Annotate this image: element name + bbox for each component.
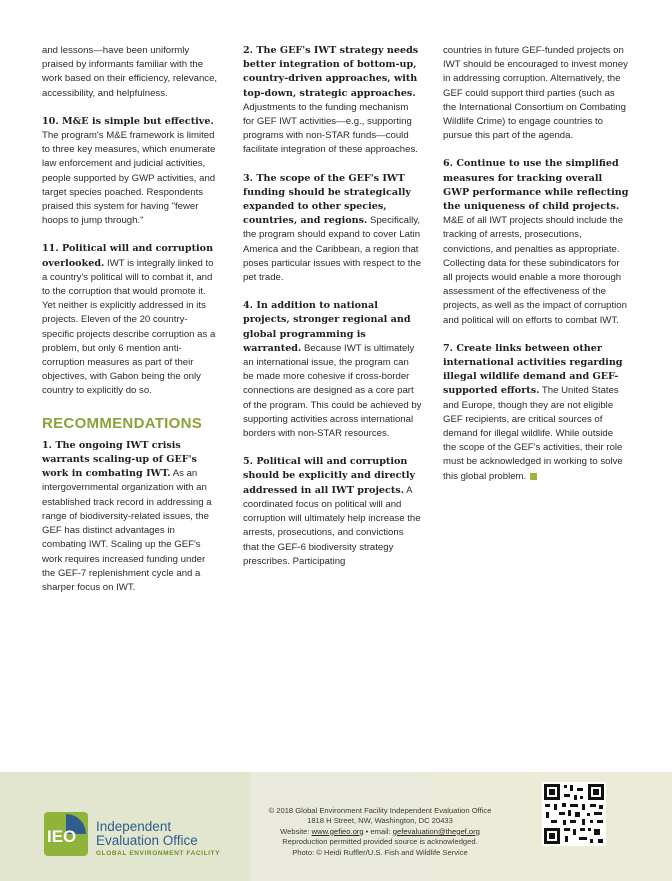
logo-text <box>96 820 220 857</box>
qr-code-icon[interactable] <box>542 782 606 846</box>
recommendation-lead: 7. Create links between other international activities regarding illegal wildlife demand and GEF-supported efforts. <box>443 342 623 397</box>
finding-text: The program's M&E framework is limited to three key measures, which enumerate law enforcement and judicial activities, people supported by GWP activities, and target species poached. Respondents praised this system for having "fewer hoops to jump through." <box>42 130 216 227</box>
website-label: Website: <box>280 826 312 836</box>
recommendation-text: Adjustments to the funding mechanism for GEF IWT activities—e.g., supporting programs with non-STAR funds—could facilitate integration of these approaches. <box>243 101 418 156</box>
recommendation-lead: 3. The scope of the GEF's IWT funding should be strategically expanded to other species, countries, and regions. <box>243 172 411 227</box>
recommendation-text: Because IWT is ultimately an international issue, the program can be made more cohesive if cross-border connections are designed as a core part of the program. This could be achieved by supporting activities across international borders with non-STAR resources. <box>243 342 422 440</box>
permission-note: Reproduction permitted provided source is acknowledged. <box>282 837 478 847</box>
recommendation-4 <box>243 299 422 441</box>
finding-11 <box>42 242 218 398</box>
recommendation-text: The United States and Europe, though they are not eligible GEF recipients, are critical sources of demand for illegal wildlife. While outside the scope of the GEF's activities, their role must be acknowledged in working to solve this global problem. <box>443 385 623 482</box>
ieo-logo-mark-icon <box>44 812 88 856</box>
website-link[interactable]: www.gefieo.org <box>311 826 364 836</box>
recommendation-1 <box>42 439 218 595</box>
recommendation-3 <box>243 172 422 286</box>
finding-lead: 10. M&E is simple but effective. <box>42 115 214 127</box>
recommendation-text: M&E of all IWT projects should include the tracking of arrests, prosecutions, convictions, and penalties as appropriate. Collecting data for these subindicators for all projects would enable a more thorough assessment of the effectiveness of the projects, as well as the impact of corruption and political will on efforts to combat IWT. <box>443 215 627 326</box>
recommendation-lead: 6. Continue to use the simplified measures for tracking overall GWP performance while reflecting the uniqueness of child projects. <box>443 158 629 213</box>
column-left <box>42 44 218 609</box>
contact-line <box>230 827 530 837</box>
recommendation-text: Specifically, the program should expand to cover Latin America and the Caribbean, a region that poses particular issues with respect to the pet trade. <box>243 215 422 284</box>
paragraph-text: countries in future GEF-funded projects on IWT should be encouraged to invest money in addressing corruption. Alternatively, the GEF could support third parties (such as the International Consortium on Combating Wildlife Crime) to engage countries to pursue this part of the agenda. <box>443 45 628 142</box>
finding-text: IWT is integrally linked to a country's political will to combat it, and to the corruption that would promote it. Yet neither is explicitly addressed in its projects. Eleven of the 20 country-specific projects describe corruption as a problem, but only 6 mention anti-corruption measures as part of their objectives, with Gabon being the only country to explicitly do so. <box>42 257 216 397</box>
column-right <box>443 44 629 498</box>
logo-line-3: GLOBAL ENVIRONMENT FACILITY <box>96 850 221 857</box>
logo-initials: IEO <box>47 827 77 846</box>
paragraph-text: and lessons—have been uniformly praised by informants familiar with the work based on their efficiency, relevance, accessibility, and helpfulness. <box>42 45 218 99</box>
recommendation-lead: 1. The ongoing IWT crisis warrants scaling-up of GEF's work in combating IWT. <box>42 439 197 480</box>
finding-10 <box>42 115 218 229</box>
column-middle <box>243 44 422 583</box>
recommendation-lead: 2. The GEF's IWT strategy needs better integration of bottom-up, country-driven approaches, with top-down, strategic approaches. <box>243 45 419 99</box>
logo-line-2: Evaluation Office <box>96 833 198 848</box>
recommendation-lead: 4. In addition to national projects, stronger regional and global programming is warranted. <box>243 300 411 354</box>
email-link[interactable]: gefevaluation@thegef.org <box>392 826 480 836</box>
finding-lead: 11. Political will and corruption overlooked. <box>42 243 214 269</box>
recommendation-text: As an intergovernmental organization with an established track record in addressing a range of biodiversity-related issues, the GEF has distinct advantages in combating IWT. Scaling up the GEF's work requires increased funding under the GEF-7 replenishment cycle and a sharper focus on IWT. <box>42 468 212 593</box>
recommendation-lead: 5. Political will and corruption should be explicitly and directly addressed in all IWT projects. <box>243 456 416 496</box>
recommendation-7 <box>443 342 629 484</box>
footer-info <box>230 806 530 858</box>
end-mark-icon <box>530 473 537 480</box>
paragraph <box>443 44 629 143</box>
ieo-logo <box>44 812 234 856</box>
recommendation-2 <box>243 44 422 158</box>
photo-credit: Photo: © Heidi Ruffler/U.S. Fish and Wildlife Service <box>292 847 468 857</box>
copyright: © 2018 Global Environment Facility Independent Evaluation Office <box>268 806 492 815</box>
logo-line-1: Independent <box>96 819 172 834</box>
paragraph <box>42 44 218 101</box>
recommendation-text: A coordinated focus on political will and corruption will ultimately help increase the arrests, prosecutions, and convictions that the GEF-6 biodiversity strategy prescribes. Participating <box>243 484 421 567</box>
email-label: • email: <box>363 826 393 836</box>
recommendations-heading: RECOMMENDATIONS <box>42 414 203 432</box>
address: 1818 H Street, NW, Washington, DC 20433 <box>307 816 453 826</box>
recommendation-5 <box>243 455 422 569</box>
recommendation-6 <box>443 157 629 327</box>
